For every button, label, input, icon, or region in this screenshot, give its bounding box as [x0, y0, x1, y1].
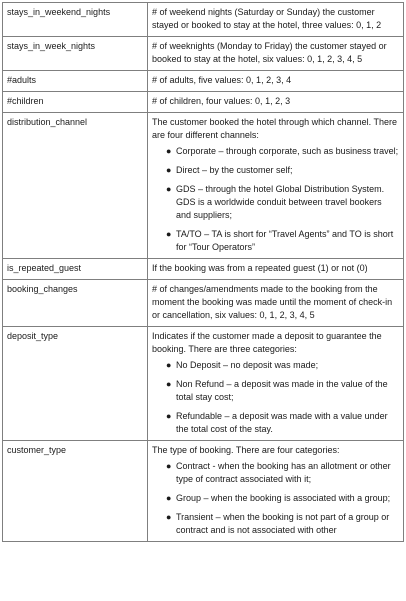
description-text: Indicates if the customer made a deposit to guarantee the booking. There are three categories:	[152, 331, 382, 354]
variable-name-cell: stays_in_week_nights	[3, 37, 148, 71]
category-list-item	[166, 492, 399, 505]
category-list-item	[166, 183, 399, 222]
bullet-icon: ●	[166, 512, 172, 522]
category-text: Corporate – through corporate, such as business travel;	[176, 146, 399, 156]
variable-name-cell: deposit_type	[3, 327, 148, 441]
category-list	[152, 359, 399, 436]
variable-table-body	[3, 3, 404, 542]
variable-name-cell: is_repeated_guest	[3, 259, 148, 280]
variable-description-cell	[148, 3, 404, 37]
bullet-icon: ●	[166, 184, 172, 194]
category-text: Non Refund – a deposit was made in the value of the total stay cost;	[176, 379, 388, 402]
variable-description-cell	[148, 92, 404, 113]
category-text: Transient – when the booking is not part of a group or contract and is not associated with other	[176, 512, 390, 535]
table-row	[3, 71, 404, 92]
category-text: Refundable – a deposit was made with a value under the total cost of the stay.	[176, 411, 388, 434]
category-list-item	[166, 410, 399, 436]
variable-name-cell: stays_in_weekend_nights	[3, 3, 148, 37]
bullet-icon: ●	[166, 411, 172, 421]
category-text: Group – when the booking is associated with a group;	[176, 493, 391, 503]
bullet-icon: ●	[166, 379, 172, 389]
category-text: Contract - when the booking has an allotment or other type of contract associated with it;	[176, 461, 391, 484]
description-text: # of children, four values: 0, 1, 2, 3	[152, 96, 291, 106]
category-list-item	[166, 145, 399, 158]
table-row	[3, 280, 404, 327]
category-list-item	[166, 511, 399, 537]
category-text: GDS – through the hotel Global Distribution System. GDS is a worldwide conduit between travel bookers and suppliers;	[176, 184, 385, 220]
table-row	[3, 113, 404, 259]
variable-description-cell	[148, 259, 404, 280]
bullet-icon: ●	[166, 146, 172, 156]
category-list	[152, 460, 399, 537]
description-text: # of adults, five values: 0, 1, 2, 3, 4	[152, 75, 292, 85]
description-text: # of changes/amendments made to the booking from the moment the booking was made until the moment of check-in or cancellation, six values: 0, 1, 2, 3, 4, 5	[152, 284, 393, 320]
category-list-item	[166, 164, 399, 177]
bullet-icon: ●	[166, 461, 172, 471]
table-row	[3, 259, 404, 280]
variable-description-cell	[148, 441, 404, 542]
variable-description-cell	[148, 327, 404, 441]
category-text: Direct – by the customer self;	[176, 165, 293, 175]
category-list-item	[166, 460, 399, 486]
table-row	[3, 92, 404, 113]
description-text: # of weeknights (Monday to Friday) the customer stayed or booked to stay at the hotel, six values: 0, 1, 2, 3, 4, 5	[152, 41, 387, 64]
variable-table	[2, 2, 404, 542]
variable-name-cell: distribution_channel	[3, 113, 148, 259]
variable-description-cell	[148, 280, 404, 327]
description-text: The customer booked the hotel through which channel. There are four different channels:	[152, 117, 397, 140]
category-list-item	[166, 359, 399, 372]
variable-name-cell: customer_type	[3, 441, 148, 542]
category-list	[152, 145, 399, 254]
description-text: The type of booking. There are four categories:	[152, 445, 340, 455]
table-row	[3, 327, 404, 441]
description-text: # of weekend nights (Saturday or Sunday) the customer stayed or booked to stay at the hotel, three values: 0, 1, 2	[152, 7, 382, 30]
bullet-icon: ●	[166, 229, 172, 239]
bullet-icon: ●	[166, 165, 172, 175]
variable-name-cell: #adults	[3, 71, 148, 92]
table-row	[3, 441, 404, 542]
table-row	[3, 3, 404, 37]
variable-name-cell: booking_changes	[3, 280, 148, 327]
category-text: TA/TO – TA is short for “Travel Agents” and TO is short for “Tour Operators”	[176, 229, 394, 252]
description-text: If the booking was from a repeated guest (1) or not (0)	[152, 263, 368, 273]
table-row	[3, 37, 404, 71]
bullet-icon: ●	[166, 493, 172, 503]
category-list-item	[166, 378, 399, 404]
bullet-icon: ●	[166, 360, 172, 370]
variable-description-cell	[148, 113, 404, 259]
category-list-item	[166, 228, 399, 254]
variable-name-cell: #children	[3, 92, 148, 113]
category-text: No Deposit – no deposit was made;	[176, 360, 319, 370]
variable-description-cell	[148, 71, 404, 92]
variable-description-cell	[148, 37, 404, 71]
